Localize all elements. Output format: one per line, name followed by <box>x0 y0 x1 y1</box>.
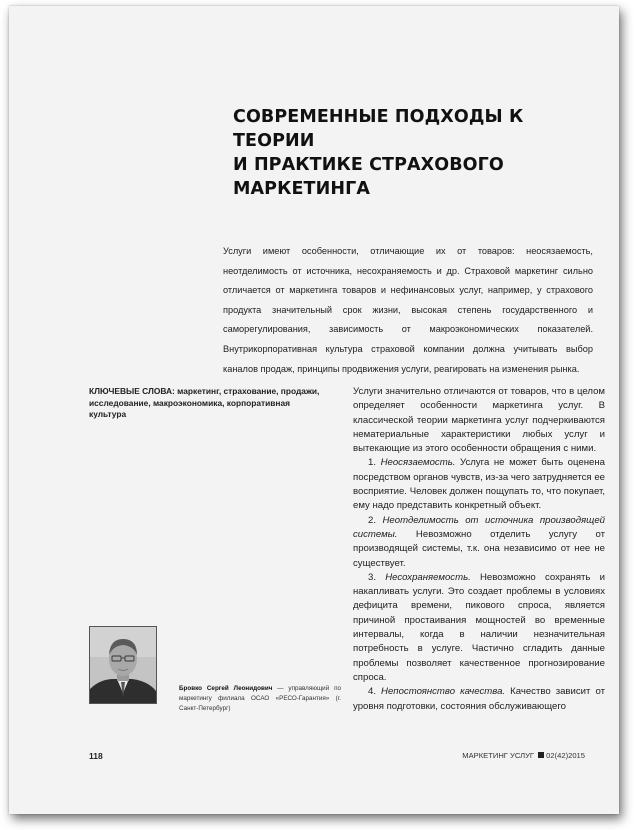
keywords-block <box>89 386 329 421</box>
journal-footer <box>462 751 585 760</box>
journal-issue: 02(42)2015 <box>546 751 585 760</box>
item-number: 3. <box>368 571 386 583</box>
keywords-text: маркетинг, страхование, продажи, исследование, макроэкономика, корпоративная культура <box>89 386 320 419</box>
page-number: 118 <box>89 751 103 761</box>
title-line-2: И ПРАКТИКЕ СТРАХОВОГО МАРКЕТИНГА <box>233 155 504 199</box>
list-item-2 <box>353 514 605 571</box>
title-line-1: СОВРЕМЕННЫЕ ПОДХОДЫ К ТЕОРИИ <box>233 107 524 151</box>
item-title: Несохраняемость. <box>385 571 471 583</box>
list-item-4 <box>353 685 605 714</box>
list-item-3 <box>353 571 605 685</box>
item-text: Услуга не может быть оценена посредством органов чувств, из-за чего затрудняется ее восприятие. Человек должен пощупать то, что покупает, ему надо представить конкретный объект. <box>353 457 605 512</box>
body-intro-paragraph: Услуги значительно отличаются от товаров, что в целом определяет особенности маркетинга услуг. В классической теории маркетинга услуг подчеркиваются нематериальные характеристики любых услуг и вытекающие из этого особенности обращения с ними. <box>353 386 605 455</box>
list-item-1 <box>353 456 605 513</box>
journal-name: МАРКЕТИНГ УСЛУГ <box>462 751 535 760</box>
journal-page <box>9 6 619 814</box>
item-title: Неотделимость от источника производящей системы. <box>353 514 605 540</box>
square-separator-icon <box>538 752 544 758</box>
item-number: 2. <box>368 514 383 526</box>
keywords-label: КЛЮЧЕВЫЕ СЛОВА: <box>89 386 175 396</box>
body-column <box>353 385 605 714</box>
item-title: Неосязаемость. <box>380 457 456 469</box>
item-number: 1. <box>368 457 381 469</box>
author-portrait-image <box>90 627 156 703</box>
item-text: Невозможно отделить услугу от производящей системы, т.к. она независимо от нее не существует. <box>353 528 605 569</box>
article-abstract: Услуги имеют особенности, отличающие их от товаров: неосязаемость, неотделимость от источника, несохраняемость и др. Страховой маркетинг сильно отличается от маркетинга товаров и нефинансовых услуг, например, у страхового продукта значительный срок жизни, высокая степень государственного и саморегулирования, зависимость от макроэкономических показателей. Внутрикорпоративная культура страховой компании должна учитывать выбор каналов продаж, принципы продвижения услуги, реагировать на изменения рынка. <box>223 246 593 374</box>
article-title <box>233 105 593 201</box>
item-text: Качество зависит от уровня подготовки, состояния обслуживающего <box>353 686 605 712</box>
item-number: 4. <box>368 686 382 698</box>
author-caption <box>179 684 341 714</box>
author-name: Бровко Сергей Леонидович <box>179 685 273 692</box>
author-photo <box>89 626 157 704</box>
item-text: Невозможно сохранять и накапливать услуги. Это создает проблемы в условиях дефицита времени, пикового спроса, является причиной простаивания мощностей во временные интервалы, когда в наличии незначительная потребность в услуге. Частично сгладить данные проблемы позволяет качественное прогнозирование спроса. <box>353 571 605 683</box>
author-description: — управляющий по маркетингу филиала ОСАО «РЕСО-Гарантия» (г. Санкт-Петербург) <box>179 685 342 712</box>
item-title: Непостоянство качества. <box>381 686 506 698</box>
